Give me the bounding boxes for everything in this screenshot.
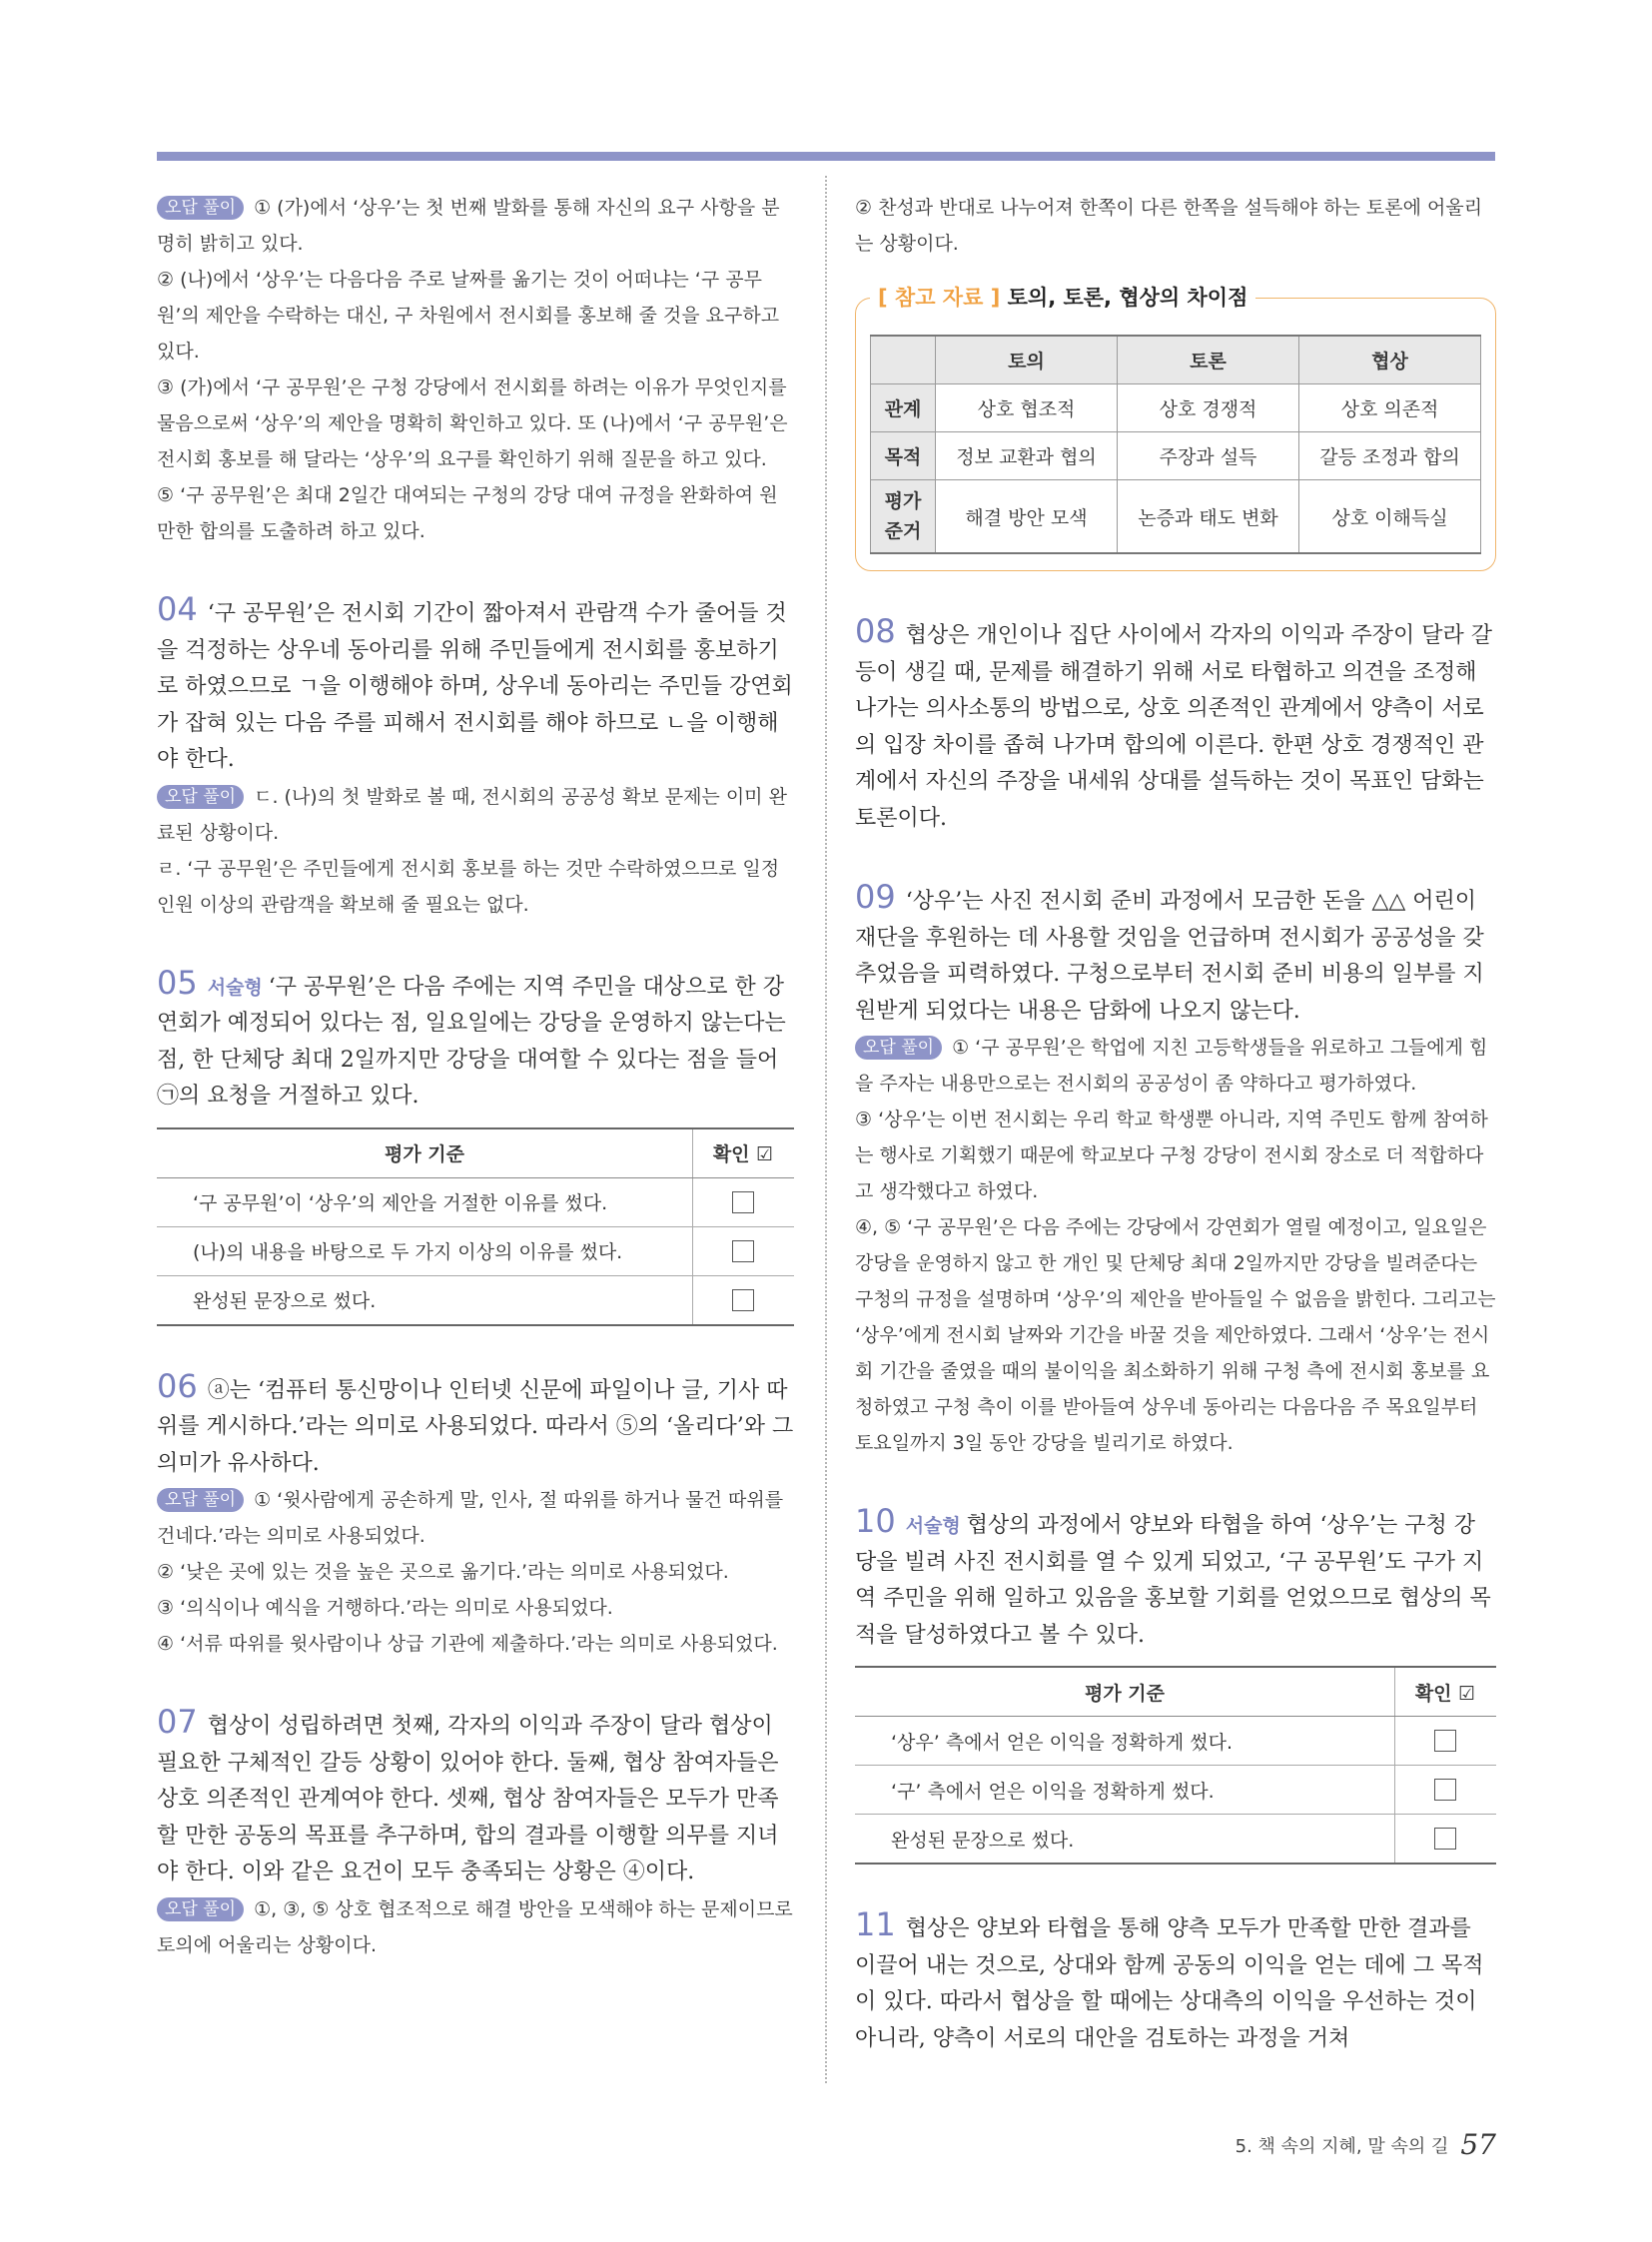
review-line: 오답 풀이 ① (가)에서 ‘상우’는 첫 번째 발화를 통해 자신의 요구 사항을 분명히 밝히고 있다. <box>157 197 780 255</box>
criteria-cell: ‘구’ 측에서 얻은 이익을 정확하게 썼다. <box>855 1766 1395 1815</box>
table-row <box>871 432 1481 480</box>
review-tag: 오답 풀이 <box>855 1036 942 1060</box>
checkbox[interactable] <box>732 1191 754 1213</box>
q04-review: 오답 풀이 ㄷ. (나)의 첫 발화로 볼 때, 전시회의 공공성 확보 문제는 이미 완료된 상황이다. ㄹ. ‘구 공무원’은 주민들에게 전시회 홍보를 하는 것만 수락하였으므로 일정 인원 이상의 관람객을 확보해 줄 필요는 없다. <box>157 785 787 916</box>
question-04 <box>157 591 794 923</box>
checkbox[interactable] <box>732 1240 754 1262</box>
check-header: 확인 ☑ <box>1395 1667 1497 1717</box>
review-tag: 오답 풀이 <box>157 1488 244 1512</box>
row-header: 관계 <box>871 384 936 432</box>
q07-review: 오답 풀이 ①, ③, ⑤ 상호 협조적으로 해결 방안을 모색해야 하는 문제이므로 토의에 어울리는 상황이다. <box>157 1897 793 1956</box>
table-cell: 갈등 조정과 합의 <box>1299 432 1481 480</box>
column-header: 토론 <box>1118 336 1299 384</box>
question-number: 10 <box>855 1502 896 1540</box>
question-number: 07 <box>157 1703 198 1741</box>
type-label: 서술형 <box>905 1515 961 1537</box>
page-number: 57 <box>1460 2128 1496 2161</box>
answer-text: 협상의 과정에서 양보와 타협을 하여 ‘상우’는 구청 강당을 빌려 사진 전시회를 열 수 있게 되었고, ‘구 공무원’도 구가 지역 주민을 위해 일하고 있음을 홍보할 기회를 얻었으므로 협상의 목적을 달성하였다고 볼 수 있다. <box>855 1513 1491 1648</box>
table-row <box>855 1815 1496 1865</box>
q03-review <box>157 190 794 549</box>
row-header: 평가 준거 <box>871 480 936 554</box>
reference-box <box>855 286 1496 571</box>
reference-label: 참고 자료 <box>894 286 984 310</box>
checkbox[interactable] <box>1434 1828 1456 1850</box>
question-number: 09 <box>855 878 896 916</box>
check-header: 확인 ☑ <box>693 1128 795 1178</box>
question-10 <box>855 1503 1496 1865</box>
table-cell: 상호 이해득실 <box>1299 480 1481 554</box>
table-row <box>157 1226 794 1275</box>
review-tag: 오답 풀이 <box>157 1897 244 1921</box>
question-number: 04 <box>157 590 198 628</box>
table-cell: 논증과 태도 변화 <box>1118 480 1299 554</box>
question-number: 05 <box>157 963 198 1002</box>
review-tag: 오답 풀이 <box>157 785 244 809</box>
row-header: 목적 <box>871 432 936 480</box>
criteria-table <box>157 1127 794 1326</box>
table-row <box>157 1275 794 1325</box>
column-divider <box>825 176 827 2083</box>
criteria-cell: 완성된 문장으로 썼다. <box>855 1815 1395 1865</box>
criteria-table <box>855 1666 1496 1865</box>
criteria-header: 평가 기준 <box>855 1667 1395 1717</box>
answer-text: ‘구 공무원’은 전시회 기간이 짧아져서 관람객 수가 줄어들 것을 걱정하는 상우네 동아리를 위해 주민들에게 전시회를 홍보하기로 하였으므로 ㄱ을 이행해야 하며, 상우네 동아리는 주민들 강연회가 잡혀 있는 다음 주를 피해서 전시회를 해야 하므로 ㄴ을 이행해야 한다. <box>157 601 793 772</box>
column-header: 토의 <box>936 336 1118 384</box>
table-cell: 상호 협조적 <box>936 384 1118 432</box>
table-cell: 상호 의존적 <box>1299 384 1481 432</box>
table-row <box>855 1766 1496 1815</box>
question-08 <box>855 613 1496 837</box>
question-05 <box>157 965 794 1326</box>
criteria-cell: ‘구 공무원’이 ‘상우’의 제안을 거절한 이유를 썼다. <box>157 1177 693 1226</box>
table-cell: 정보 교환과 협의 <box>936 432 1118 480</box>
criteria-header: 평가 기준 <box>157 1128 693 1178</box>
checkbox[interactable] <box>1434 1730 1456 1752</box>
checkbox[interactable] <box>1434 1779 1456 1801</box>
right-column <box>855 190 1496 2057</box>
answer-text: 협상이 성립하려면 첫째, 각자의 이익과 주장이 달라 협상이 필요한 구체적인 갈등 상황이 있어야 한다. 둘째, 협상 참여자들은 상호 의존적인 관계여야 한다. 셋째, 협상 참여자들은 모두가 만족할 만한 공동의 목표를 추구하며, 합의 결과를 이행할 의무를 지녀야 한다. 이와 같은 요건이 모두 충족되는 상황은 ④이다. <box>157 1714 779 1884</box>
left-column <box>157 190 794 1963</box>
question-number: 06 <box>157 1366 198 1405</box>
criteria-cell: 완성된 문장으로 썼다. <box>157 1275 693 1325</box>
table-row <box>157 1177 794 1226</box>
header-rule <box>157 152 1495 161</box>
review-tag: 오답 풀이 <box>157 196 244 220</box>
table-cell: 주장과 설득 <box>1118 432 1299 480</box>
review-line: ② (나)에서 ‘상우’는 다음다음 주로 날짜를 옮기는 것이 어떠냐는 ‘구 공무원’의 제안을 수락하는 대신, 구 차원에서 전시회를 홍보해 줄 것을 요구하고 있다. <box>157 269 780 363</box>
table-cell: 해결 방안 모색 <box>936 480 1118 554</box>
reference-title: [ 참고 자료 ] 토의, 토론, 협상의 차이점 <box>870 282 1255 312</box>
question-number: 08 <box>855 612 896 650</box>
criteria-cell: ‘상우’ 측에서 얻은 이익을 정확하게 썼다. <box>855 1717 1395 1766</box>
page-footer <box>1236 2128 1496 2161</box>
answer-text: ⓐ는 ‘컴퓨터 통신망이나 인터넷 신문에 파일이나 글, 기사 따위를 게시하다.’라는 의미로 사용되었다. 따라서 ⑤의 ‘올리다’와 그 의미가 유사하다. <box>157 1377 794 1476</box>
q09-review: 오답 풀이 ① ‘구 공무원’은 학업에 지친 고등학생들을 위로하고 그들에게 힘을 주자는 내용만으로는 전시회의 공공성이 좀 약하다고 평가하였다. ③ ‘상우’는 이번 전시회는 우리 학교 학생뿐 아니라, 지역 주민도 함께 참여하는 행사로 기획했기 때문에 학교보다 구청 강당이 전시회 장소로 더 적합하다고 생각했다고 하였다. ④, ⑤ ‘구 공무원’은 다음 주에는 강당에서 강연회가 열릴 예정이고, 일요일은 강당을 운영하지 않고 한 개인 및 단체당 최대 2일까지만 강당을 빌려준다는 구청의 규정을 설명하며 ‘상우’의 제안을 받아들일 수 없음을 밝힌다. 그리고는 ‘상우’에게 전시회 날짜와 기간을 바꿀 것을 제안하였다. 그래서 ‘상우’는 전시회 기간을 줄였을 때의 불이익을 최소화하기 위해 구청 측에 전시회 홍보를 요청하였고 구청 측이 이를 받아들여 상우네 동아리는 다음다음 주 목요일부터 토요일까지 3일 동안 강당을 빌리기로 하였다. <box>855 1037 1496 1454</box>
question-06 <box>157 1368 794 1663</box>
question-number: 11 <box>855 1905 896 1943</box>
answer-text: 협상은 양보와 타협을 통해 양측 모두가 만족할 만한 결과를 이끌어 내는 것으로, 상대와 함께 공동의 이익을 얻는 데에 그 목적이 있다. 따라서 협상을 할 때에는 상대측의 이익을 우선하는 것이 아니라, 양측이 서로의 대안을 검토하는 과정을 거쳐 <box>855 1916 1484 2051</box>
table-row <box>871 384 1481 432</box>
answer-text: 협상은 개인이나 집단 사이에서 각자의 이익과 주장이 달라 갈등이 생길 때, 문제를 해결하기 위해 서로 타협하고 의견을 조정해 나가는 의사소통의 방법으로, 상호 의존적인 관계에서 양측이 서로의 입장 차이를 좁혀 나가며 합의에 이른다. 한편 상호 경쟁적인 관계에서 자신의 주장을 내세워 상대를 설득하는 것이 목표인 담화는 토론이다. <box>855 623 1492 831</box>
type-label: 서술형 <box>207 976 263 999</box>
column-header: 협상 <box>1299 336 1481 384</box>
q06-review: 오답 풀이 ① ‘윗사람에게 공손하게 말, 인사, 절 따위를 하거나 물건 따위를 건네다.’라는 의미로 사용되었다. ② ‘낮은 곳에 있는 것을 높은 곳으로 옮기다.’라는 의미로 사용되었다. ③ ‘의식이나 예식을 거행하다.’라는 의미로 사용되었다. ④ ‘서류 따위를 윗사람이나 상급 기관에 제출하다.’라는 의미로 사용되었다. <box>157 1489 784 1655</box>
review-line: ⑤ ‘구 공무원’은 최대 2일간 대여되는 구청의 강당 대여 규정을 완화하여 원만한 합의를 도출하려 하고 있다. <box>157 484 778 542</box>
review-line: ③ (가)에서 ‘구 공무원’은 구청 강당에서 전시회를 하려는 이유가 무엇인지를 물음으로써 ‘상우’의 제안을 명확히 확인하고 있다. 또 (나)에서 ‘구 공무원’은 전시회 홍보를 해 달라는 ‘상우’의 요구를 확인하기 위해 질문을 하고 있다. <box>157 376 788 470</box>
table-cell: 상호 경쟁적 <box>1118 384 1299 432</box>
table-row <box>871 480 1481 554</box>
q07-review-continued: ② 찬성과 반대로 나누어져 한쪽이 다른 한쪽을 설득해야 하는 토론에 어울리는 상황이다. <box>855 197 1483 255</box>
question-09 <box>855 879 1496 1461</box>
question-07 <box>157 1704 794 1963</box>
table-row <box>855 1717 1496 1766</box>
reference-heading: 토의, 토론, 협상의 차이점 <box>1007 286 1248 310</box>
answer-text: ‘상우’는 사진 전시회 준비 과정에서 모금한 돈을 △△ 어린이 재단을 후원하는 데 사용할 것임을 언급하며 전시회가 공공성을 갖추었음을 피력하였다. 구청으로부터 전시회 준비 비용의 일부를 지원받게 되었다는 내용은 담화에 나오지 않는다. <box>855 889 1484 1024</box>
question-11 <box>855 1906 1496 2057</box>
checkbox[interactable] <box>732 1289 754 1311</box>
section-title: 5. 책 속의 지혜, 말 속의 길 <box>1235 2136 1449 2157</box>
answer-text: ‘구 공무원’은 다음 주에는 지역 주민을 대상으로 한 강연회가 예정되어 있다는 점, 일요일에는 강당을 운영하지 않는다는 점, 한 단체당 최대 2일까지만 강당을 대여할 수 있다는 점을 들어 ㉠의 요청을 거절하고 있다. <box>157 974 786 1109</box>
criteria-cell: (나)의 내용을 바탕으로 두 가지 이상의 이유를 썼다. <box>157 1226 693 1275</box>
comparison-table <box>870 335 1481 554</box>
